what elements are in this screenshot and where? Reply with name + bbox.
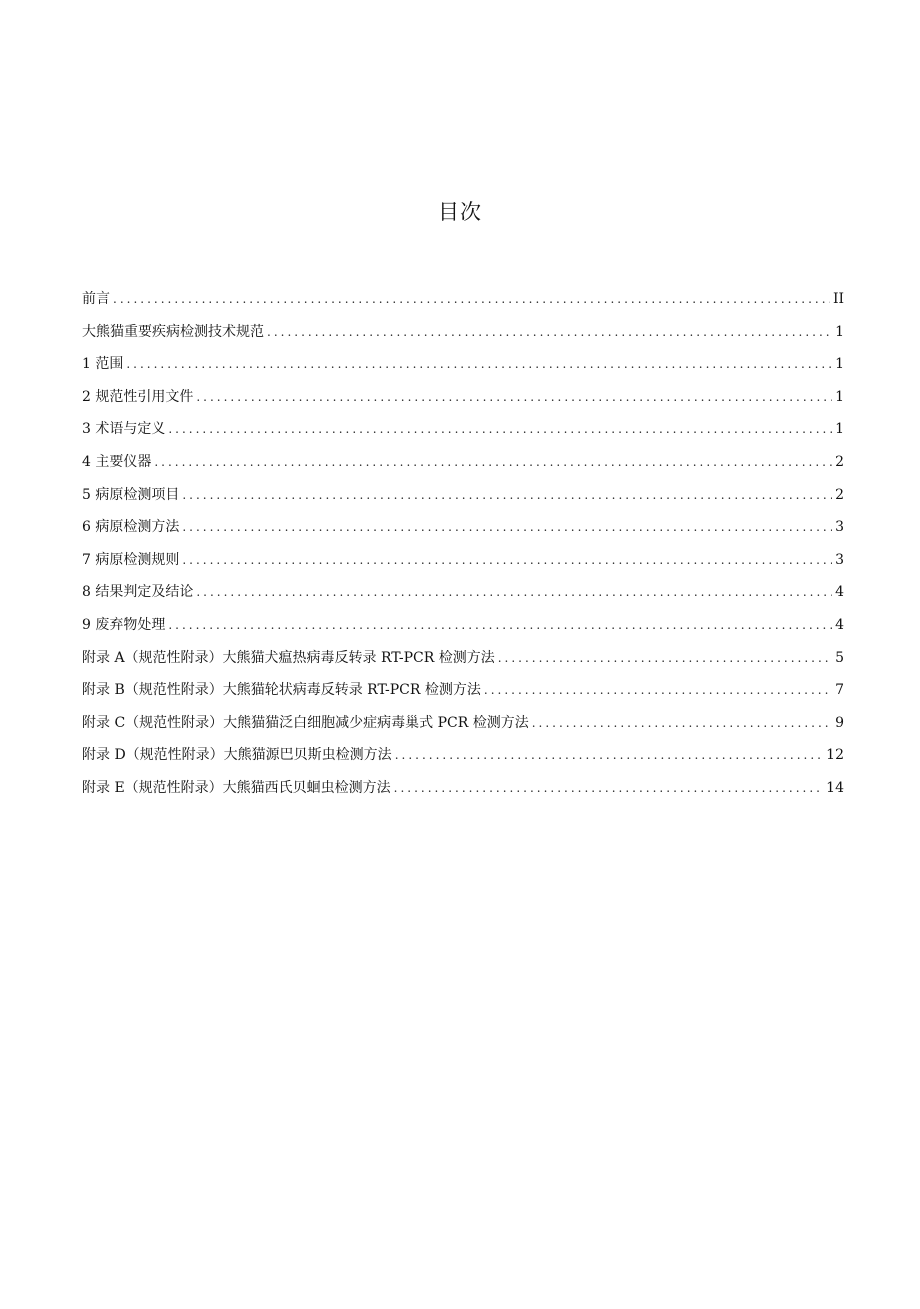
toc-leader-dots bbox=[113, 292, 830, 306]
toc-entry-appendix-c[interactable] bbox=[82, 712, 844, 745]
toc-leader-dots bbox=[126, 357, 832, 371]
toc-entry-page: 1 bbox=[835, 388, 844, 405]
toc-entry-section-4[interactable] bbox=[82, 451, 844, 484]
toc-entry-page: 3 bbox=[835, 519, 844, 536]
toc-leader-dots bbox=[168, 422, 832, 436]
toc-leader-dots bbox=[267, 325, 832, 339]
toc-entry-section-9[interactable] bbox=[82, 614, 844, 647]
toc-entry-page: II bbox=[832, 291, 844, 307]
toc-entry-page: 7 bbox=[835, 682, 844, 699]
toc-leader-dots bbox=[196, 585, 832, 599]
toc-entry-label: 6 病原检测方法 bbox=[82, 519, 180, 536]
toc-entry-label: 附录 A（规范性附录）大熊猫犬瘟热病毒反转录 RT-PCR 检测方法 bbox=[82, 649, 495, 666]
toc-entry-appendix-b[interactable] bbox=[82, 679, 844, 712]
toc-entry-label: 8 结果判定及结论 bbox=[82, 584, 194, 601]
toc-entry-label: 7 病原检测规则 bbox=[82, 551, 180, 568]
toc-entry-label: 3 术语与定义 bbox=[82, 421, 166, 438]
toc-leader-dots bbox=[395, 748, 823, 762]
toc-entry-section-6[interactable] bbox=[82, 516, 844, 549]
toc-entry-page: 9 bbox=[835, 714, 844, 731]
toc-leader-dots bbox=[154, 455, 832, 469]
toc-entry-label: 附录 B（规范性附录）大熊猫轮状病毒反转录 RT-PCR 检测方法 bbox=[82, 682, 481, 699]
toc-entry-page: 4 bbox=[835, 584, 844, 601]
table-of-contents bbox=[82, 288, 844, 810]
toc-entry-section-3[interactable] bbox=[82, 418, 844, 451]
toc-leader-dots bbox=[168, 618, 832, 632]
toc-entry-page: 14 bbox=[826, 779, 844, 796]
toc-entry-page: 1 bbox=[835, 421, 844, 438]
toc-entry-main-title[interactable] bbox=[82, 321, 844, 354]
toc-entry-label: 2 规范性引用文件 bbox=[82, 388, 194, 405]
toc-entry-label: 附录 D（规范性附录）大熊猫源巴贝斯虫检测方法 bbox=[82, 747, 392, 764]
toc-entry-label: 9 废弃物处理 bbox=[82, 616, 166, 633]
toc-leader-dots bbox=[196, 390, 832, 404]
toc-leader-dots bbox=[498, 651, 832, 665]
toc-entry-label: 5 病原检测项目 bbox=[82, 486, 180, 503]
toc-entry-page: 12 bbox=[826, 747, 844, 764]
page-title: 目次 bbox=[438, 200, 482, 224]
toc-entry-appendix-e[interactable] bbox=[82, 777, 844, 810]
toc-entry-section-5[interactable] bbox=[82, 484, 844, 517]
toc-entry-label: 4 主要仪器 bbox=[82, 453, 152, 470]
toc-entry-page: 1 bbox=[835, 356, 844, 373]
toc-entry-label: 附录 C（规范性附录）大熊猫猫泛白细胞减少症病毒巢式 PCR 检测方法 bbox=[82, 714, 529, 731]
toc-entry-label: 1 范围 bbox=[82, 356, 124, 373]
toc-leader-dots bbox=[532, 716, 832, 730]
toc-leader-dots bbox=[182, 520, 832, 534]
toc-entry-page: 5 bbox=[835, 649, 844, 666]
toc-entry-page: 1 bbox=[835, 323, 844, 340]
toc-entry-label: 大熊猫重要疾病检测技术规范 bbox=[82, 323, 264, 340]
toc-entry-section-7[interactable] bbox=[82, 549, 844, 582]
toc-entry-label: 前言 bbox=[82, 291, 110, 307]
toc-entry-appendix-d[interactable] bbox=[82, 744, 844, 777]
toc-leader-dots bbox=[182, 553, 832, 567]
toc-entry-foreword[interactable] bbox=[82, 288, 844, 321]
toc-entry-section-1[interactable] bbox=[82, 353, 844, 386]
toc-entry-appendix-a[interactable] bbox=[82, 647, 844, 680]
toc-entry-page: 3 bbox=[835, 551, 844, 568]
toc-entry-label: 附录 E（规范性附录）大熊猫西氏贝蛔虫检测方法 bbox=[82, 779, 391, 796]
toc-entry-section-2[interactable] bbox=[82, 386, 844, 419]
toc-entry-page: 2 bbox=[835, 486, 844, 503]
toc-entry-page: 4 bbox=[835, 616, 844, 633]
toc-leader-dots bbox=[394, 781, 824, 795]
toc-entry-page: 2 bbox=[835, 453, 844, 470]
toc-leader-dots bbox=[484, 683, 832, 697]
toc-entry-section-8[interactable] bbox=[82, 581, 844, 614]
toc-leader-dots bbox=[182, 488, 832, 502]
